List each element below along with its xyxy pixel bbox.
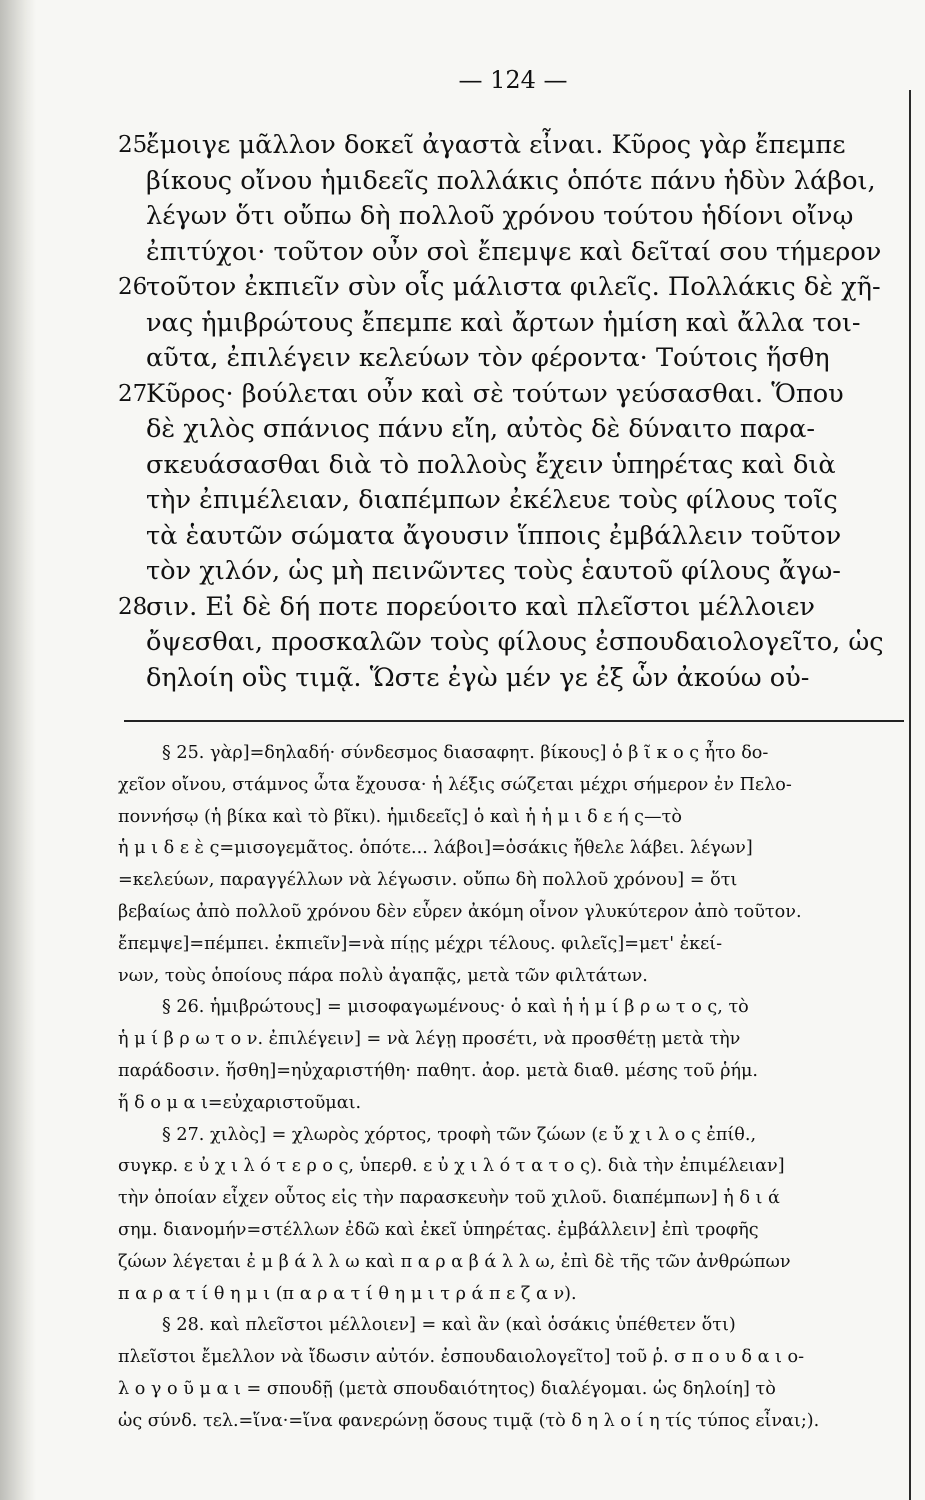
text-line [118, 270, 908, 306]
note-line: =κελεύων, παραγγέλλων νὰ λέγωσιν. οὔπω δὴ πολλοῦ χρόνου] = ὅτι [118, 870, 738, 891]
note-line: λ ο γ ο ῦ μ α ι = σπουδῇ (μετὰ σπουδαιότητος) διαλέγομαι. ὡς δηλοίη] τὸ [118, 1378, 776, 1399]
line-text: βίκους οἴνου ἡμιδεεῖς πολλάκις ὁπότε πάνυ ἡδὺν λάβοι, [146, 165, 876, 196]
note-line: βεβαίως ἀπὸ πολλοῦ χρόνου δὲν εὗρεν ἀκόμη οἶνον γλυκύτερον ἀπὸ τοῦτον. [118, 901, 802, 922]
book-binding-shadow [0, 0, 36, 1500]
text-line [118, 306, 908, 342]
line-text: δηλοίη οὓς τιμᾷ. Ὥστε ἐγὼ μέν γε ἐξ ὧν ἀκούω οὐ- [146, 662, 810, 693]
text-line [118, 625, 908, 661]
section-number: 26 [118, 274, 148, 300]
note-line: ἥ δ ο μ α ι=εὐχαριστοῦμαι. [118, 1092, 362, 1113]
note-line: ὡς σύνδ. τελ.=ἵνα·=ἵνα φανερώνῃ ὅσους τιμᾷ (τὸ δ η λ ο ί η τίς τύπος εἶναι;). [118, 1410, 820, 1431]
line-text: τὸν χιλόν, ὡς μὴ πεινῶντες τοὺς ἑαυτοῦ φίλους ἄγω- [146, 556, 841, 586]
text-line [118, 377, 908, 413]
line-text: τὴν ἐπιμέλειαν, διαπέμπων ἐκέλευε τοὺς φίλους τοῖς [146, 485, 838, 515]
note-line: ἡ μ ί β ρ ω τ ο ν. ἐπιλέγειν] = νὰ λέγῃ προσέτι, νὰ προσθέτῃ μετὰ τὴν [118, 1029, 741, 1050]
line-text: σκευάσασθαι διὰ τὸ πολλοὺς ἔχειν ὑπηρέτας καὶ διὰ [146, 449, 836, 480]
note-line: ζώων λέγεται ἐ μ β ά λ λ ω καὶ π α ρ α β ά λ λ ω, ἐπὶ δὲ τῆς τῶν ἀνθρώπων [118, 1251, 791, 1272]
text-line [118, 128, 908, 164]
note-line: ἡ μ ι δ ε ὲ ς=μισογεμᾶτος. ὁπότε... λάβοι]=ὁσάκις ἤθελε λάβει. λέγων] [118, 838, 753, 859]
text-line [118, 661, 908, 697]
text-line [118, 519, 908, 555]
note-line: π α ρ α τ ί θ η μ ι (π α ρ α τ ί θ η μ ι τ ρ ά π ε ζ α ν). [118, 1283, 577, 1304]
note-line: νων, τοὺς ὁποίους πάρα πολὺ ἀγαπᾷς, μετὰ τῶν φιλτάτων. [118, 965, 648, 986]
note-line: § 27. χιλὸς] = χλωρὸς χόρτος, τροφὴ τῶν ζώων (ε ὔ χ ι λ ο ς ἐπίθ., [162, 1124, 757, 1145]
line-text: ἔμοιγε μᾶλλον δοκεῖ ἀγαστὰ εἶναι. Κῦρος γὰρ ἔπεμπε [146, 130, 846, 160]
page-edge-line [909, 90, 911, 1500]
note-line: συγκρ. ε ὐ χ ι λ ό τ ε ρ ο ς, ὑπερθ. ε ὐ χ ι λ ό τ α τ ο ς). διὰ τὴν ἐπιμέλειαν] [118, 1156, 785, 1177]
line-text: αῦτα, ἐπιλέγειν κελεύων τὸν φέροντα· Τούτοις ἥσθη [146, 343, 830, 373]
note-line: ἔπεμψε]=πέμπει. ἐκπιεῖν]=νὰ πίῃς μέχρι τέλους. φιλεῖς]=μετ' ἐκεί- [118, 933, 723, 954]
note-line: § 26. ἡμιβρώτους] = μισοφαγωμένους· ὁ καὶ ἡ ἡ μ ί β ρ ω τ ο ς, τὸ [162, 997, 749, 1018]
section-number: 28 [118, 593, 148, 620]
page-number: — 124 — [458, 66, 568, 94]
text-line [118, 412, 908, 448]
note-line: παράδοσιν. ἥσθη]=ηὐχαριστήθη· παθητ. ἀορ. μετὰ διαθ. μέσης τοῦ ῥήμ. [118, 1060, 759, 1081]
text-line [118, 554, 908, 590]
line-text: ὄψεσθαι, προσκαλῶν τοὺς φίλους ἐσπουδαιολογεῖτο, ὡς [146, 627, 884, 657]
line-text: λέγων ὅτι οὔπω δὴ πολλοῦ χρόνου τούτου ἡδίονι οἴνῳ [146, 201, 854, 231]
main-text [118, 128, 908, 696]
note-line: § 28. καὶ πλεῖστοι μέλλοιεν] = καὶ ἂν (καὶ ὁσάκις ὑπέθετεν ὅτι) [162, 1315, 736, 1336]
line-text: τὰ ἑαυτῶν σώματα ἄγουσιν ἵπποις ἐμβάλλειν τοῦτον [146, 520, 842, 551]
note-line: χεῖον οἴνου, στάμνος ὦτα ἔχουσα· ἡ λέξις σώζεται μέχρι σήμερον ἐν Πελο- [118, 774, 792, 795]
text-line [118, 448, 908, 484]
line-text: ἐπιτύχοι· τοῦτον οὖν σοὶ ἔπεμψε καὶ δεῖταί σου τήμερον [146, 236, 882, 267]
line-text: δὲ χιλὸς σπάνιος πάνυ εἴη, αὐτὸς δὲ δύναιτο παρα- [146, 414, 816, 444]
note-line: σημ. διανομήν=στέλλων ἐδῶ καὶ ἐκεῖ ὑπηρέτας. ἐμβάλλειν] ἐπὶ τροφῆς [118, 1219, 759, 1240]
note-line: ποννήσῳ (ἡ βίκα καὶ τὸ βῖκι). ἡμιδεεῖς] ὁ καὶ ἡ ἡ μ ι δ ε ή ς—τὸ [118, 806, 682, 827]
text-line [118, 590, 908, 626]
line-text: Κῦρος· βούλεται οὖν καὶ σὲ τούτων γεύσασθαι. Ὅπου [146, 378, 844, 409]
footnote-rule [124, 720, 904, 722]
text-line [118, 235, 908, 271]
text-line [118, 164, 908, 200]
text-line [118, 483, 908, 519]
section-number: 25 [118, 132, 148, 158]
line-text: τοῦτον ἐκπιεῖν σὺν οἷς μάλιστα φιλεῖς. Πολλάκις δὲ χῆ- [146, 272, 881, 302]
line-text: σιν. Εἰ δὲ δή ποτε πορεύοιτο καὶ πλεῖστοι μέλλοιεν [146, 591, 815, 622]
note-line: τὴν ὁποίαν εἶχεν οὗτος εἰς τὴν παρασκευὴν τοῦ χιλοῦ. διαπέμπων] ἡ δ ι ά [118, 1188, 780, 1209]
commentary-notes [118, 738, 908, 1438]
section-number: 27 [118, 380, 148, 407]
line-text: νας ἡμιβρώτους ἔπεμπε καὶ ἄρτων ἡμίση καὶ ἄλλα τοι- [146, 307, 861, 338]
note-line: § 25. γὰρ]=δηλαδή· σύνδεσμος διασαφητ. βίκους] ὁ β ῖ κ ο ς ἦτο δο- [162, 743, 769, 763]
note-line: πλεῖστοι ἔμελλον νὰ ἴδωσιν αὐτόν. ἐσπουδαιολογεῖτο] τοῦ ῥ. σ π ο υ δ α ι ο- [118, 1347, 805, 1368]
text-line [118, 199, 908, 235]
text-line [118, 341, 908, 377]
